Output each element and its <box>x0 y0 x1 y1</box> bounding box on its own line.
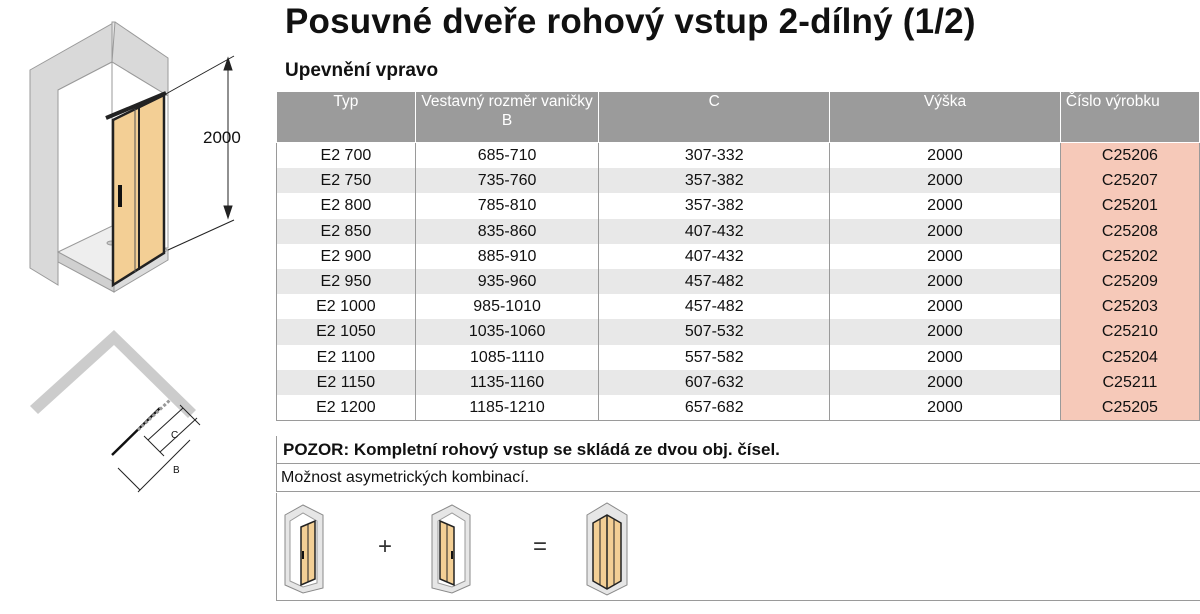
cislo-vyrobku-cell: C25207 <box>1060 168 1199 193</box>
vyska-cell: 2000 <box>830 219 1061 244</box>
shower-illustration <box>0 0 270 614</box>
table-row <box>277 244 1200 269</box>
plan-label-b: B <box>173 465 180 476</box>
vyska-cell: 2000 <box>830 395 1061 421</box>
cislo-vyrobku-cell: C25208 <box>1060 219 1199 244</box>
header-vyska: Výška <box>830 92 1061 143</box>
typ-cell: E2 800 <box>277 193 416 218</box>
warning-note: POZOR: Kompletní rohový vstup se skládá ze dvou obj. čísel. <box>276 436 1200 464</box>
left-door-thumbnail <box>285 505 323 593</box>
table-row <box>277 395 1200 421</box>
glass-door-drawing <box>106 93 166 285</box>
typ-cell: E2 950 <box>277 269 416 294</box>
vestavny-rozmer-cell: 735-760 <box>415 168 599 193</box>
c-cell: 457-482 <box>599 269 830 294</box>
typ-cell: E2 1000 <box>277 294 416 319</box>
plus-symbol: + <box>378 533 393 560</box>
cislo-vyrobku-cell: C25201 <box>1060 193 1199 218</box>
vestavny-rozmer-cell: 985-1010 <box>415 294 599 319</box>
equals-symbol: = <box>533 533 548 560</box>
cislo-vyrobku-cell: C25202 <box>1060 244 1199 269</box>
vyska-cell: 2000 <box>830 294 1061 319</box>
section-subtitle: Upevnění vpravo <box>285 60 439 81</box>
table-row <box>277 269 1200 294</box>
cislo-vyrobku-cell: C25203 <box>1060 294 1199 319</box>
vestavny-rozmer-cell: 1185-1210 <box>415 395 599 421</box>
vestavny-rozmer-cell: 785-810 <box>415 193 599 218</box>
typ-cell: E2 900 <box>277 244 416 269</box>
c-cell: 657-682 <box>599 395 830 421</box>
table-row <box>277 370 1200 395</box>
vestavny-rozmer-cell: 935-960 <box>415 269 599 294</box>
vyska-cell: 2000 <box>830 244 1061 269</box>
typ-cell: E2 700 <box>277 143 416 169</box>
vyska-cell: 2000 <box>830 370 1061 395</box>
table-row <box>277 219 1200 244</box>
header-typ: Typ <box>277 92 416 143</box>
typ-cell: E2 1100 <box>277 345 416 370</box>
plan-label-c: C <box>171 430 179 441</box>
c-cell: 357-382 <box>599 168 830 193</box>
cislo-vyrobku-cell: C25211 <box>1060 370 1199 395</box>
table-row <box>277 168 1200 193</box>
vestavny-rozmer-cell: 1085-1110 <box>415 345 599 370</box>
c-cell: 557-582 <box>599 345 830 370</box>
typ-cell: E2 750 <box>277 168 416 193</box>
c-cell: 457-482 <box>599 294 830 319</box>
cislo-vyrobku-cell: C25209 <box>1060 269 1199 294</box>
header-vestavny-rozmer: Vestavný rozměr vaničky B <box>415 92 599 143</box>
vyska-cell: 2000 <box>830 193 1061 218</box>
c-cell: 407-432 <box>599 244 830 269</box>
vestavny-rozmer-cell: 685-710 <box>415 143 599 169</box>
vyska-cell: 2000 <box>830 269 1061 294</box>
c-cell: 357-382 <box>599 193 830 218</box>
combined-corner-thumbnail <box>587 503 627 595</box>
table-row <box>277 319 1200 344</box>
vyska-cell: 2000 <box>830 143 1061 169</box>
cislo-vyrobku-cell: C25205 <box>1060 395 1199 421</box>
header-cislo-vyrobku: Číslo výrobku <box>1060 92 1199 143</box>
table-row <box>277 345 1200 370</box>
typ-cell: E2 1050 <box>277 319 416 344</box>
height-label: 2000 <box>203 128 241 147</box>
vestavny-rozmer-cell: 885-910 <box>415 244 599 269</box>
table-row <box>277 193 1200 218</box>
product-table <box>276 91 1200 421</box>
header-c: C <box>599 92 830 143</box>
vyska-cell: 2000 <box>830 319 1061 344</box>
vestavny-rozmer-cell: 1135-1160 <box>415 370 599 395</box>
vyska-cell: 2000 <box>830 345 1061 370</box>
vyska-cell: 2000 <box>830 168 1061 193</box>
cislo-vyrobku-cell: C25206 <box>1060 143 1199 169</box>
cislo-vyrobku-cell: C25204 <box>1060 345 1199 370</box>
combination-illustration <box>276 493 1200 601</box>
table-header-row <box>277 92 1200 143</box>
typ-cell: E2 1200 <box>277 395 416 421</box>
c-cell: 307-332 <box>599 143 830 169</box>
c-cell: 407-432 <box>599 219 830 244</box>
c-cell: 607-632 <box>599 370 830 395</box>
typ-cell: E2 1150 <box>277 370 416 395</box>
typ-cell: E2 850 <box>277 219 416 244</box>
right-door-thumbnail <box>432 505 470 593</box>
cislo-vyrobku-cell: C25210 <box>1060 319 1199 344</box>
c-cell: 507-532 <box>599 319 830 344</box>
table-row <box>277 294 1200 319</box>
info-note: Možnost asymetrických kombinací. <box>276 464 1200 492</box>
vestavny-rozmer-cell: 1035-1060 <box>415 319 599 344</box>
height-dimension <box>164 56 234 250</box>
table-row <box>277 143 1200 169</box>
vestavny-rozmer-cell: 835-860 <box>415 219 599 244</box>
page-title: Posuvné dveře rohový vstup 2-dílný (1/2) <box>285 2 976 41</box>
